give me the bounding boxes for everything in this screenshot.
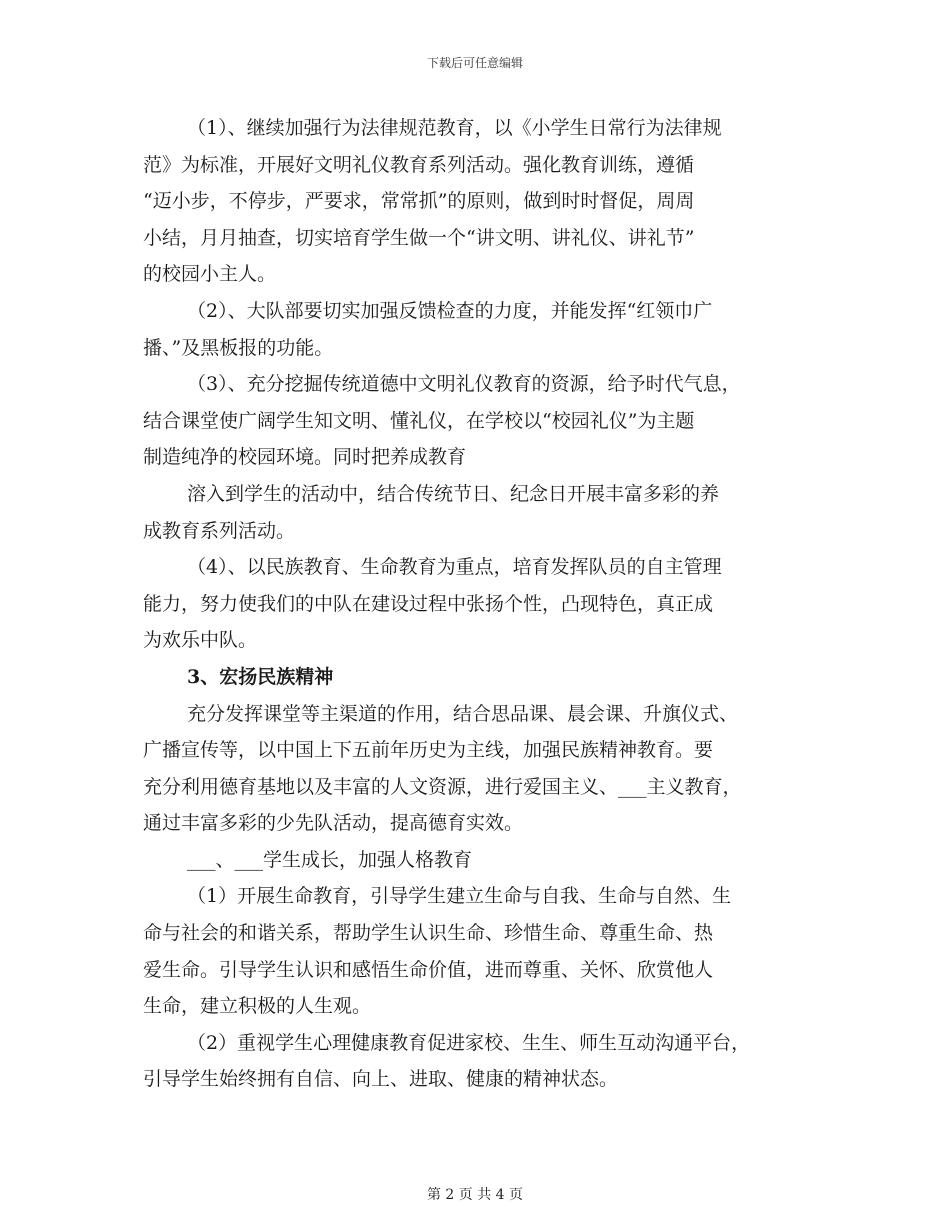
body-text-line: 为欢乐中队。	[143, 629, 258, 652]
body-text-line: 范》为标准，开展好文明礼仪教育系列活动。强化教育训练，遵循	[143, 153, 695, 176]
body-text-line: 的校园小主人。	[143, 263, 277, 286]
body-text-line: 播、”及黑板报的功能。	[143, 336, 334, 359]
body-text-line: ___、___学生成长，加强人格教育	[187, 848, 473, 871]
page-header: 下载后可任意编辑	[426, 56, 523, 70]
body-text-line: 成教育系列活动。	[143, 519, 296, 542]
body-text-line: （4）、以民族教育、生命教育为重点，培育发挥队员的自主管理	[187, 556, 722, 579]
page-number-footer: 第 2 页 共 4 页	[426, 1187, 524, 1203]
body-text-line: （1）开展生命教育，引导学生建立生命与自我、生命与自然、生	[187, 885, 732, 908]
body-text-line: 充分发挥课堂等主渠道的作用，结合思品课、晨会课、升旗仪式、	[187, 702, 739, 725]
body-text-line: 能力，努力使我们的中队在建设过程中张扬个性，凸现特色，真正成	[143, 592, 714, 615]
body-text-line: 充分利用德育基地以及丰富的人文资源，进行爱国主义、___主义教育，	[143, 775, 742, 798]
body-text-line: 结合课堂使广阔学生知文明、懂礼仪，在学校以“校园礼仪”为主题	[143, 409, 695, 432]
body-text-line: 制造纯净的校园环境。同时把养成教育	[143, 446, 467, 469]
body-text-line: 生命，建立积极的人生观。	[143, 995, 372, 1018]
body-text-line: 爱生命。引导学生认识和感悟生命价值，进而尊重、关怀、欣赏他人	[143, 958, 714, 981]
body-text-line: 小结，月月抽查，切实培育学生做一个“讲文明、讲礼仪、讲礼节”	[143, 226, 695, 249]
document-body	[143, 110, 811, 1098]
body-text-line: （1）、继续加强行为法律规范教育，以《小学生日常行为法律规	[187, 117, 722, 139]
body-text-line: 引导学生始终拥有自信、向上、进取、健康的精神状态。	[143, 1068, 619, 1091]
body-text-line: 命与社会的和谐关系，帮助学生认识生命、珍惜生命、尊重生命、热	[143, 922, 714, 945]
body-text-line: “迈小步，不停步，严要求，常常抓”的原则，做到时时督促，周周	[143, 190, 695, 213]
body-text-line: 溶入到学生的活动中，结合传统节日、纪念日开展丰富多彩的养	[187, 482, 720, 505]
body-text-line: 广播宣传等，以中国上下五前年历史为主线，加强民族精神教育。要	[143, 739, 714, 762]
body-text-line: （2）重视学生心理健康教育促进家校、生生、师生互动沟通平台，	[187, 1031, 751, 1054]
body-text-line: （2）、大队部要切实加强反馈检查的力度，并能发挥“红领巾广	[187, 299, 713, 322]
body-text-line: （3）、充分挖掘传统道德中文明礼仪教育的资源，给予时代气息，	[187, 373, 741, 396]
body-text-line: 通过丰富多彩的少先队活动，提高德育实效。	[143, 812, 524, 835]
section-heading: 3、宏扬民族精神	[187, 665, 334, 688]
